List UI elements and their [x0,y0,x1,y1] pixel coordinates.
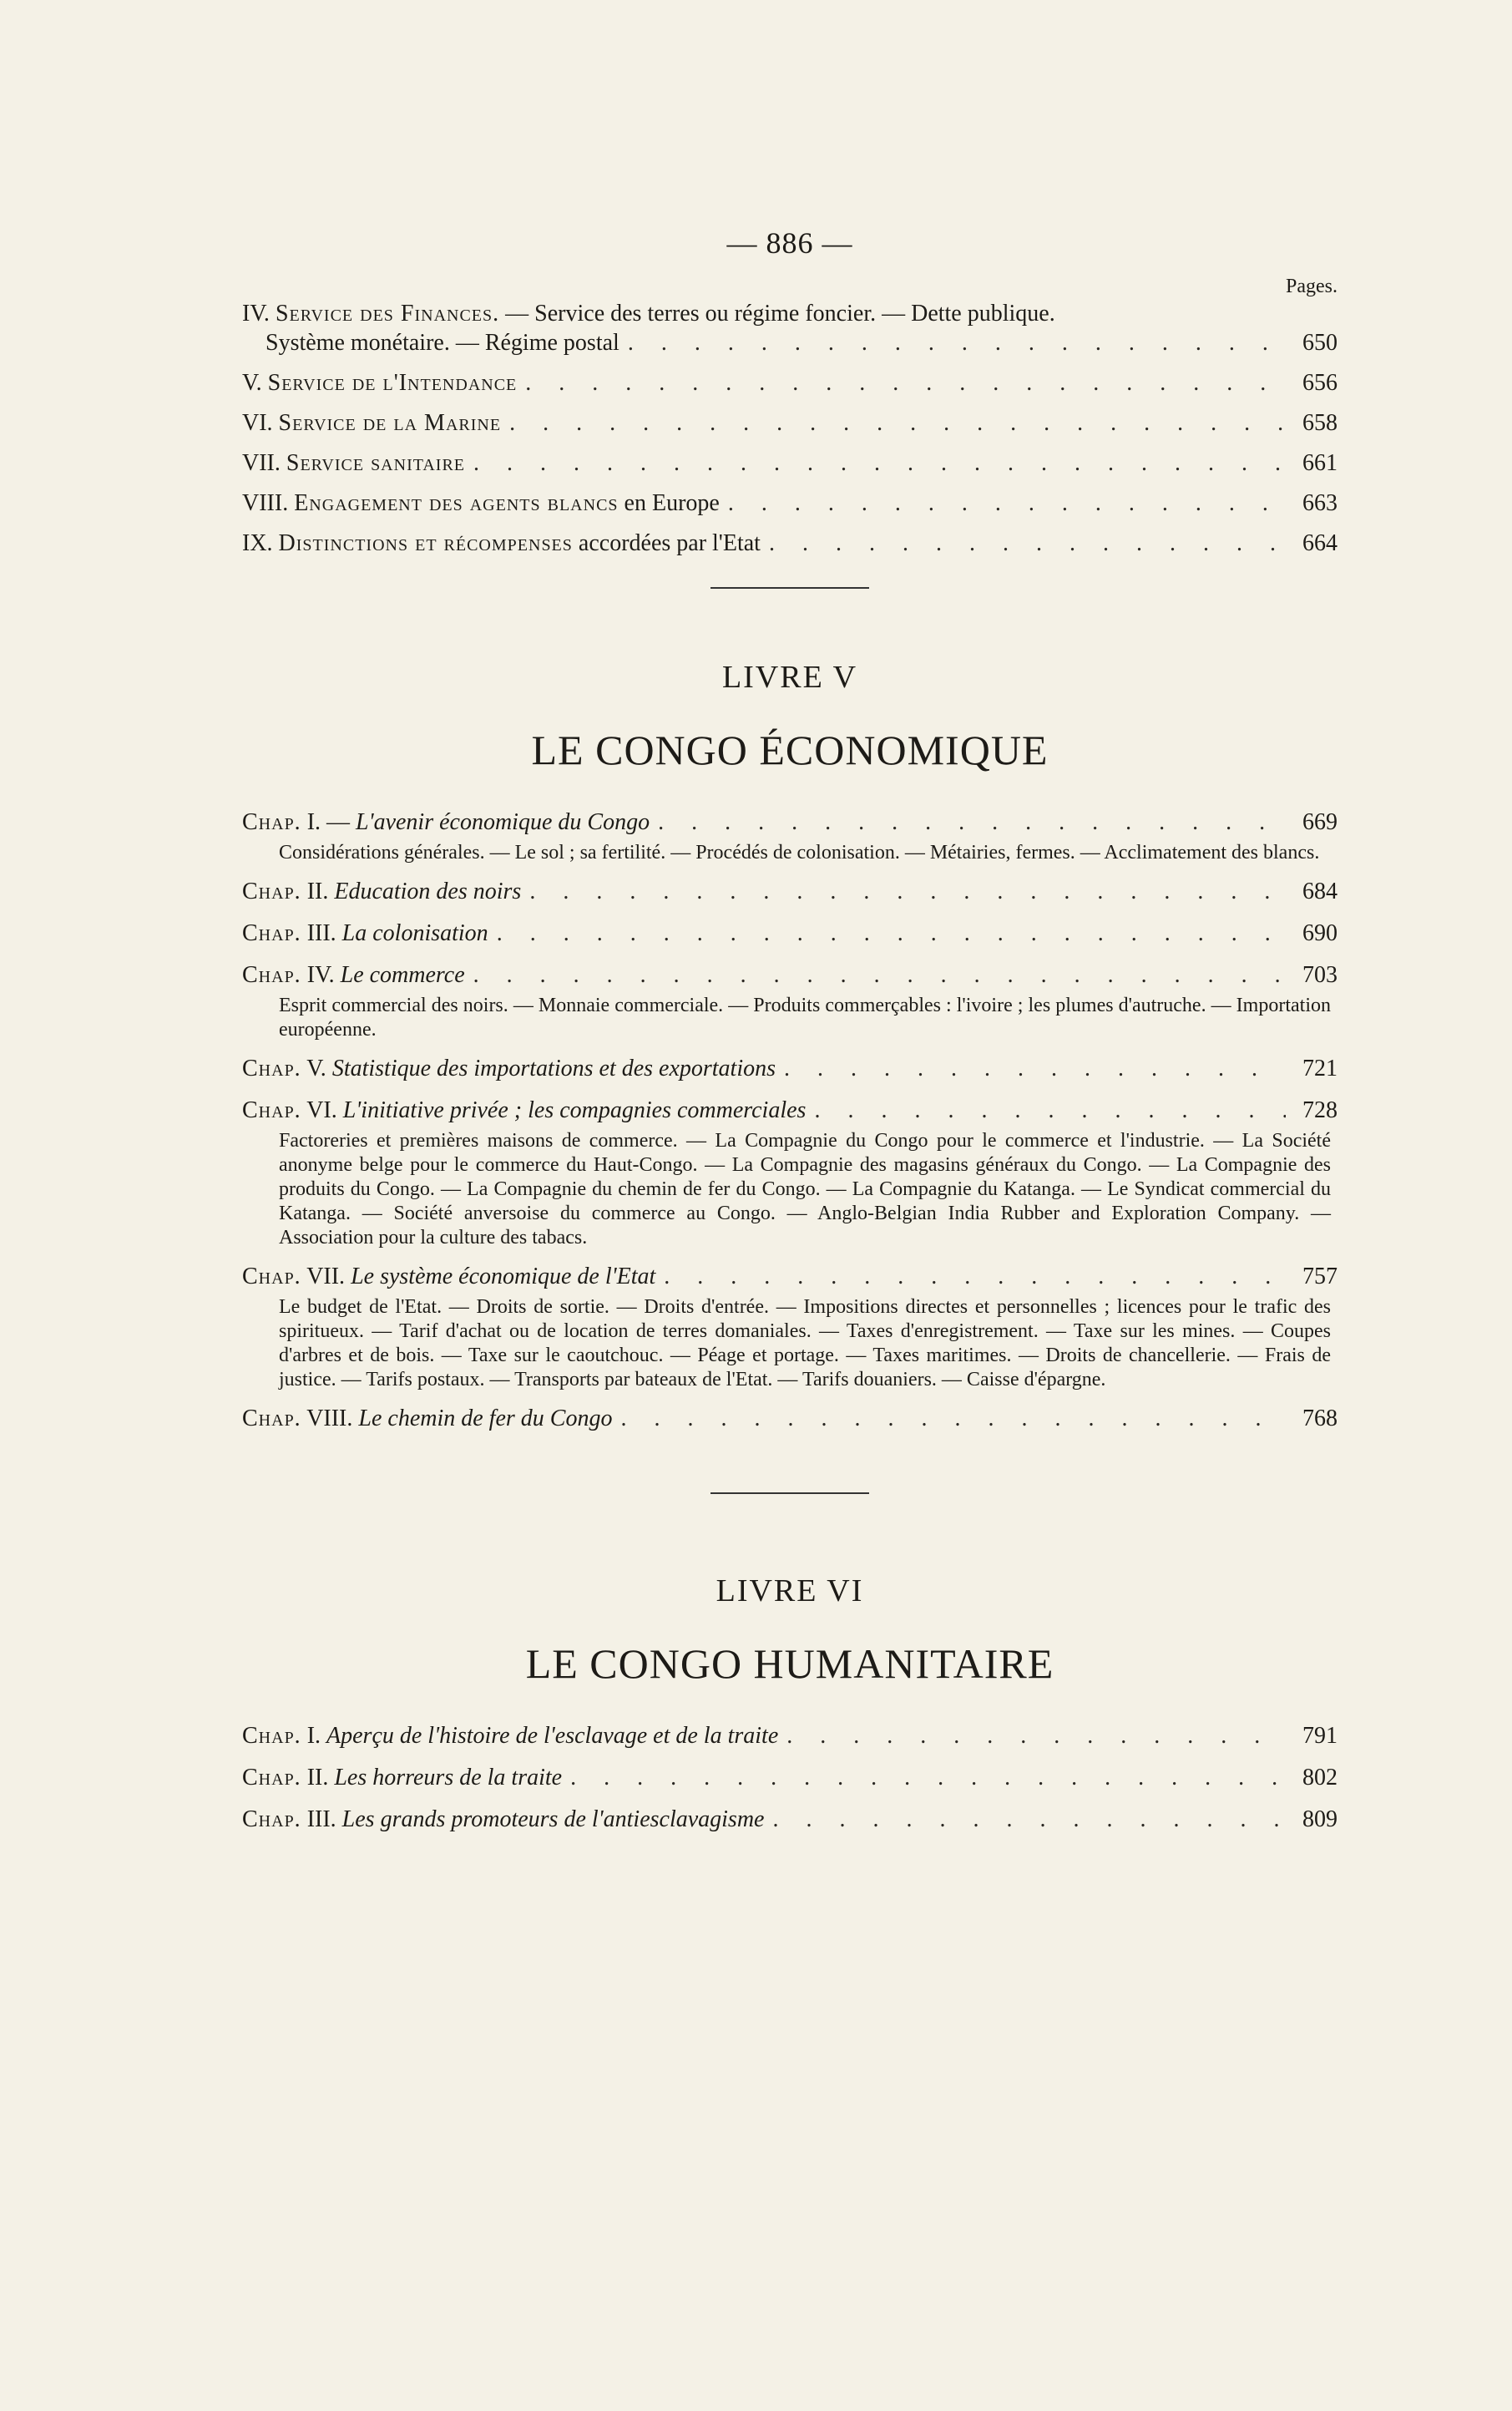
leader-dots [728,489,1286,519]
chapter-label: Chap. [242,1097,301,1123]
chapter-label: Chap. [242,920,301,946]
leader-dots [786,1721,1286,1751]
chapter-number: III. [306,1806,336,1832]
page-ref: 802 [1302,1765,1338,1791]
livre-heading: LIVRE V [721,660,858,695]
service-number: V. [242,370,262,396]
leader-dots [497,919,1286,949]
page-ref: 663 [1302,490,1338,516]
service-entry [242,489,1338,519]
chapter-summary: Le budget de l'Etat. — Droits de sortie. — Droits d'entrée. — Impositions directes et personnelles ; licences pour le trafic des spiritueux. — Tarif d'achat ou de location de terres domaniales. — Taxes d'enregistrement. — Taxe sur les mines. — Coupes d'arbres et de bois. — Taxe sur le caoutchouc. — Péage et portage. — Taxes maritimes. — Droits de chancellerie. — Frais de justice. — Tarifs postaux. — Transports par bateaux de l'Etat. — Tarifs douaniers. — Caisse d'épargne. [279,1296,1331,1390]
service-name: Service de l'Intendance [267,370,518,396]
page-ref: 684 [1302,879,1338,904]
chapter-number: VIII. [306,1406,353,1431]
chapter-title: Education des noirs [334,879,522,904]
page-number: — 886 — [726,226,853,260]
leader-dots [473,960,1286,990]
service-name: Service sanitaire [286,450,466,476]
livre-title: LE CONGO HUMANITAIRE [525,1640,1054,1687]
chapter-number: III. [306,920,336,946]
page-ref: 661 [1302,450,1338,476]
chapter-entry [242,1721,1338,1751]
leader-dots [473,448,1286,479]
toc-line [242,328,1338,358]
chapter-entry [242,1404,1338,1434]
service-number: VIII. [242,490,289,516]
chapter-number: V. [306,1056,326,1081]
chapter-entry [242,1054,1338,1084]
service-entry [242,529,1338,559]
chapter-number: I. [306,1723,321,1749]
leader-dots [664,1262,1286,1292]
leader-dots [529,877,1286,907]
service-name: Service de la Marine [278,410,502,436]
leader-dots [628,328,1286,358]
page-ref: 791 [1302,1723,1338,1749]
service-suffix: en Europe [624,490,720,516]
service-entry [242,408,1338,438]
chapter-summary: Esprit commercial des noirs. — Monnaie commerciale. — Produits commerçables : l'ivoire ; les plumes d'autruche. — Importation européenne. [279,995,1331,1041]
service-number: IV. [242,301,270,327]
service-name: Distinctions et récompenses [278,530,573,556]
chapter-title: Aperçu de l'histoire de l'esclavage et de la traite [326,1723,779,1749]
chapter-number: II. [306,879,329,904]
leader-dots [769,529,1286,559]
leader-dots [525,368,1286,398]
chapter-title: Le chemin de fer du Congo [358,1406,613,1431]
service-name: Service des Finances. [275,301,500,327]
leader-dots [772,1805,1286,1835]
chapter-number: II. [306,1765,329,1791]
chapter-label: Chap. [242,1806,301,1832]
chapter-title: L'initiative privée ; les compagnies commerciales [342,1097,807,1123]
page-ref: 664 [1302,530,1338,556]
chapter-title: La colonisation [341,920,488,946]
page-ref: 809 [1302,1806,1338,1832]
service-name: Engagement des agents blancs [294,490,619,516]
chapter-title: Le système économique de l'Etat [351,1264,656,1289]
chapter-label: Chap. [242,1056,301,1081]
chapter-label: Chap. [242,1264,301,1289]
leader-dots [784,1054,1286,1084]
page-ref: 658 [1302,410,1338,436]
page-ref: 690 [1302,920,1338,946]
chapter-entry [242,1805,1338,1835]
leader-dots [620,1404,1286,1434]
chapter-summary: Considérations générales. — Le sol ; sa fertilité. — Procédés de colonisation. — Métairies, fermes. — Acclimatement des blancs. [279,842,1320,864]
leader-dots [570,1763,1286,1793]
chapter-entry [242,960,1338,990]
service-number: VII. [242,450,281,476]
section-divider [710,1492,869,1494]
chapter-title: Statistique des importations et des exportations [331,1056,776,1081]
chapter-number: I. [306,809,321,835]
page-ref: 728 [1302,1097,1338,1123]
page-ref: 650 [1302,330,1338,356]
leader-dots [509,408,1286,438]
table-of-contents-page [242,225,1338,1835]
service-entry [242,368,1338,398]
service-suffix: accordées par l'Etat [578,530,761,556]
chapter-entry [242,877,1338,907]
leader-dots [658,808,1286,838]
chapter-label: Chap. [242,1765,301,1791]
chapter-title: Le commerce [340,962,465,988]
chapter-dash: — [326,809,351,835]
chapter-title: L'avenir économique du Congo [356,809,650,835]
pages-column-label: Pages. [1286,276,1338,297]
chapter-label: Chap. [242,1406,301,1431]
chapter-entry [242,1763,1338,1793]
chapter-label: Chap. [242,879,301,904]
service-number: VI. [242,410,273,436]
chapter-number: VII. [306,1264,346,1289]
chapter-summary: Factoreries et premières maisons de commerce. — La Compagnie du Congo pour le commerce et l'industrie. — La Société anonyme belge pour le commerce du Haut-Congo. — La Compagnie des magasins généraux du Congo. — La Compagnie des produits du Congo. — La Compagnie du chemin de fer du Congo. — La Compagnie du Katanga. — Le Syndicat commercial du Katanga. — Société anversoise du commerce au Congo. — Anglo-Belgian India Rubber and Exploration Company. — Association pour la culture des tabacs. [279,1130,1331,1249]
section-divider [710,587,869,589]
service-entry-first-line [242,300,1338,328]
page-ref: 656 [1302,370,1338,396]
chapter-number: IV. [306,962,335,988]
page-ref: 757 [1302,1264,1338,1289]
service-description: — Service des terres ou régime foncier. — Dette publique. [505,301,1055,327]
page-ref: 703 [1302,962,1338,988]
chapter-label: Chap. [242,962,301,988]
service-entry [242,300,1338,358]
page-ref: 721 [1302,1056,1338,1081]
page-ref: 768 [1302,1406,1338,1431]
service-description-continued: Système monétaire. — Régime postal [265,330,619,356]
chapter-title: Les grands promoteurs de l'antiesclavagisme [341,1806,765,1832]
chapter-entry [242,808,1338,838]
chapter-title: Les horreurs de la traite [334,1765,563,1791]
leader-dots [814,1096,1286,1126]
page-ref: 669 [1302,809,1338,835]
chapter-entry [242,919,1338,949]
chapter-number: VI. [306,1097,337,1123]
livre-heading: LIVRE VI [716,1573,864,1608]
chapter-label: Chap. [242,809,301,835]
livre-title: LE CONGO ÉCONOMIQUE [531,727,1049,773]
service-entry [242,448,1338,479]
chapter-entry [242,1262,1338,1292]
chapter-entry [242,1096,1338,1126]
chapter-label: Chap. [242,1723,301,1749]
service-number: IX. [242,530,273,556]
